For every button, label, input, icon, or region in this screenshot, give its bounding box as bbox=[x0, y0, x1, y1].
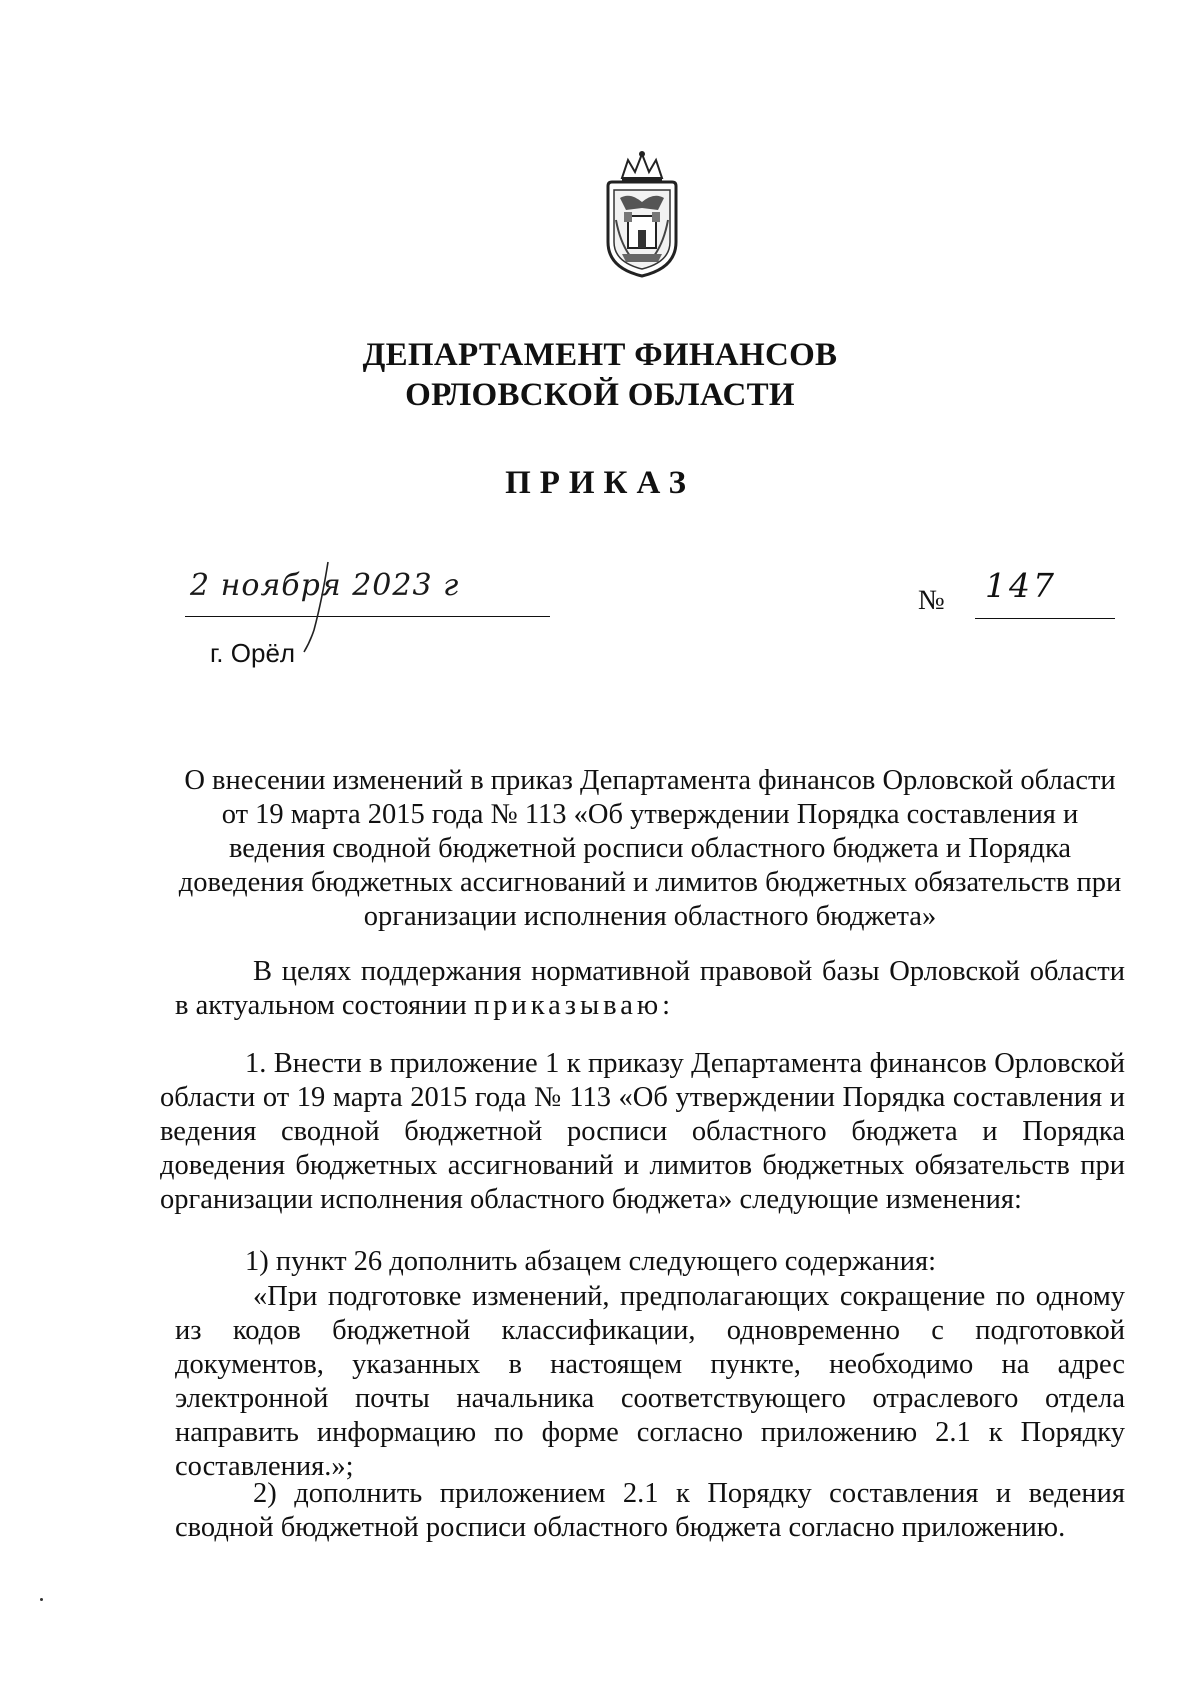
intro-text: В целях поддержания нормативной правовой базы Орловской области в актуальном состоянии bbox=[175, 956, 1125, 1021]
item-1-paragraph: 1. Внести в приложение 1 к приказу Департамента финансов Орловской области от 19 марта 2015 года № 113 «Об утверждении Порядка составления и ведения сводной бюджетной росписи областного бюджета и Порядка доведения бюджетных ассигнований и лимитов бюджетных обязательств при организации исполнения областного бюджета» следующие изменения: bbox=[160, 1048, 1125, 1215]
scan-speck bbox=[40, 1598, 43, 1601]
coat-of-arms-icon bbox=[600, 150, 684, 280]
organization-name bbox=[0, 335, 1200, 415]
handwritten-date: 2 ноября 2023 г bbox=[190, 568, 460, 603]
document-subject: О внесении изменений в приказ Департамента финансов Орловской области от 19 марта 2015 года № 113 «Об утверждении Порядка составления и ведения сводной бюджетной росписи областного бюджета и Порядка доведения бюджетных ассигнований и лимитов бюджетных обязательств при организации исполнения областного бюджета» bbox=[178, 765, 1122, 932]
intro-paragraph bbox=[175, 955, 1125, 1023]
handwritten-number: 147 bbox=[985, 566, 1057, 605]
document-type-title: ПРИКАЗ bbox=[505, 465, 695, 501]
intro-command: приказываю: bbox=[473, 990, 675, 1021]
number-sign: № bbox=[918, 585, 945, 616]
subitem-1-paragraph: 1) пункт 26 дополнить абзацем следующего содержания: bbox=[245, 1246, 937, 1277]
handwriting-stroke-icon bbox=[300, 560, 340, 655]
city-label: г. Орёл bbox=[210, 638, 296, 668]
organization-name-line1: ДЕПАРТАМЕНТ ФИНАНСОВ bbox=[362, 337, 838, 373]
subitem-2-paragraph: 2) дополнить приложением 2.1 к Порядку составления и ведения сводной бюджетной росписи областного бюджета согласно приложению. bbox=[175, 1478, 1125, 1543]
quoted-amendment-paragraph: «При подготовке изменений, предполагающих сокращение по одному из кодов бюджетной классификации, одновременно с подготовкой документов, указанных в настоящем пункте, необходимо на адрес электронной почты начальника соответствующего отраслевого отдела направить информацию по форме согласно приложению 2.1 к Порядку составления.»; bbox=[175, 1281, 1125, 1482]
organization-name-line2: ОРЛОВСКОЙ ОБЛАСТИ bbox=[405, 377, 795, 413]
